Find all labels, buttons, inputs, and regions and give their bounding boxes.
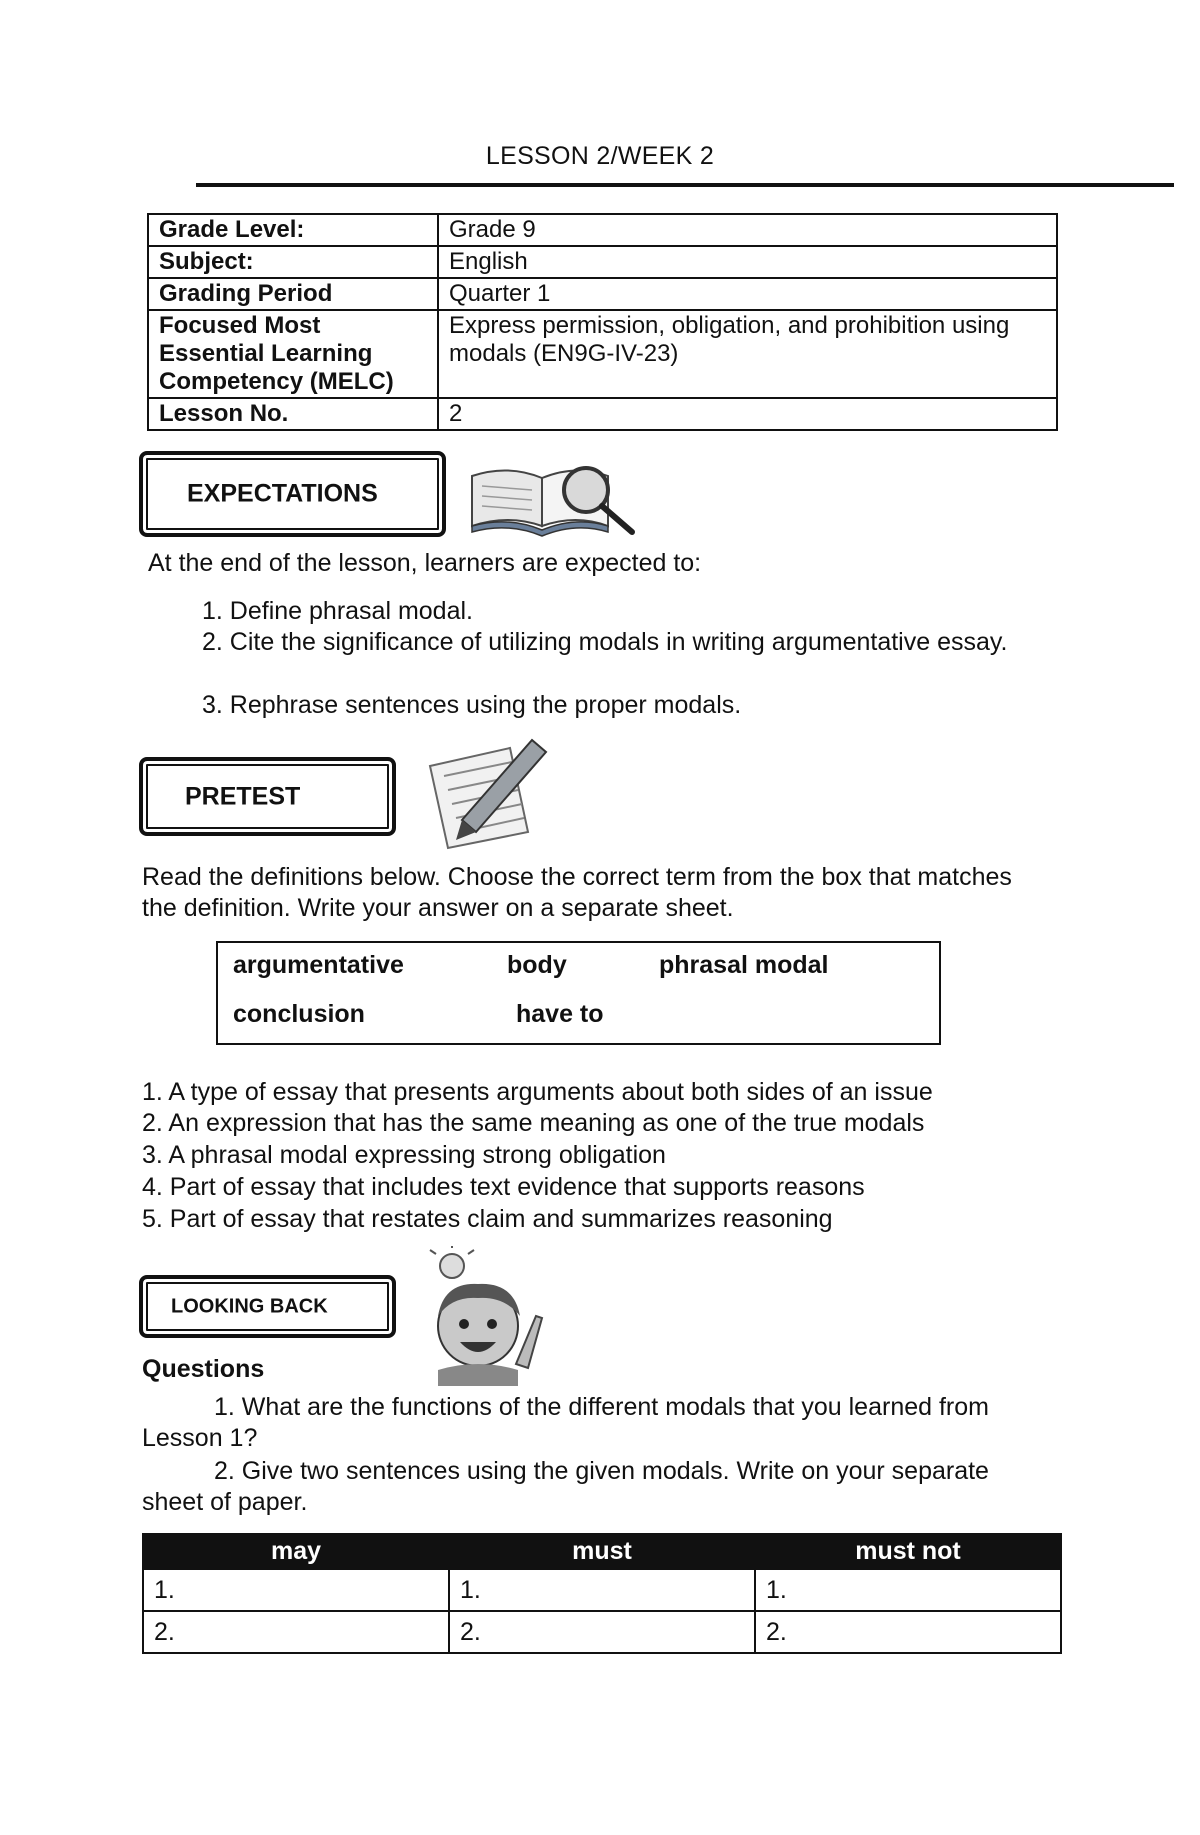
paper-pencil-icon — [424, 736, 552, 852]
term-item: body — [507, 951, 567, 979]
modal-answer-table — [142, 1533, 1062, 1654]
pretest-badge-label: PRETEST — [185, 782, 301, 810]
column-header: must — [449, 1534, 755, 1569]
pretest-item: 1. A type of essay that presents arguments about both sides of an issue — [142, 1078, 933, 1106]
book-magnifier-icon — [468, 456, 646, 538]
info-value: 2 — [438, 398, 1057, 430]
expectations-badge — [139, 451, 446, 537]
table-row — [143, 1569, 1061, 1611]
table-cell: 2. — [449, 1611, 755, 1653]
question-item: 1. What are the functions of the different modals that you learned from Lesson 1? — [142, 1393, 989, 1452]
info-row — [148, 214, 1057, 246]
pretest-item: 2. An expression that has the same meaning as one of the true modals — [142, 1109, 925, 1137]
column-header: may — [143, 1534, 449, 1569]
questions-heading: Questions — [142, 1355, 265, 1383]
looking-back-badge-label: LOOKING BACK — [171, 1295, 328, 1317]
expectation-item: 3. Rephrase sentences using the proper modals. — [202, 691, 742, 719]
info-row — [148, 398, 1057, 430]
pretest-badge — [139, 757, 396, 836]
looking-back-badge — [139, 1275, 396, 1338]
pretest-item: 5. Part of essay that restates claim and summarizes reasoning — [142, 1205, 833, 1233]
term-item: phrasal modal — [659, 951, 829, 979]
info-key: Lesson No. — [148, 398, 438, 430]
title-rule — [196, 183, 1174, 187]
info-value: Quarter 1 — [438, 278, 1057, 310]
expectation-item: 1. Define phrasal modal. — [202, 597, 473, 625]
pretest-instructions: Read the definitions below. Choose the correct term from the box that matches the definition. Write your answer on a separate sheet. — [142, 863, 1012, 922]
pretest-item: 4. Part of essay that includes text evidence that supports reasons — [142, 1173, 865, 1201]
info-value: Express permission, obligation, and prohibition using modals (EN9G-IV-23) — [438, 310, 1057, 398]
question-item: 2. Give two sentences using the given modals. Write on your separate sheet of paper. — [142, 1457, 989, 1516]
table-row — [143, 1611, 1061, 1653]
info-row — [148, 246, 1057, 278]
child-idea-icon — [424, 1246, 554, 1386]
table-cell: 1. — [449, 1569, 755, 1611]
table-cell: 1. — [143, 1569, 449, 1611]
info-key: Focused Most Essential Learning Competency (MELC) — [148, 310, 438, 398]
lesson-info-table — [147, 213, 1058, 431]
expectations-intro: At the end of the lesson, learners are expected to: — [148, 549, 702, 577]
pretest-item: 3. A phrasal modal expressing strong obligation — [142, 1141, 666, 1169]
term-item: argumentative — [233, 951, 404, 979]
info-key: Subject: — [148, 246, 438, 278]
term-item: have to — [516, 1000, 604, 1028]
lesson-title: LESSON 2/WEEK 2 — [485, 142, 715, 170]
term-box — [216, 941, 941, 1045]
info-row — [148, 310, 1057, 398]
info-key: Grade Level: — [148, 214, 438, 246]
table-cell: 1. — [755, 1569, 1061, 1611]
info-value: English — [438, 246, 1057, 278]
info-key: Grading Period — [148, 278, 438, 310]
term-item: conclusion — [233, 1000, 365, 1028]
info-value: Grade 9 — [438, 214, 1057, 246]
info-row — [148, 278, 1057, 310]
table-header-row — [143, 1534, 1061, 1569]
table-cell: 2. — [143, 1611, 449, 1653]
expectation-item: 2. Cite the significance of utilizing modals in writing argumentative essay. — [202, 628, 1008, 656]
expectations-badge-label: EXPECTATIONS — [187, 479, 378, 508]
table-cell: 2. — [755, 1611, 1061, 1653]
column-header: must not — [755, 1534, 1061, 1569]
